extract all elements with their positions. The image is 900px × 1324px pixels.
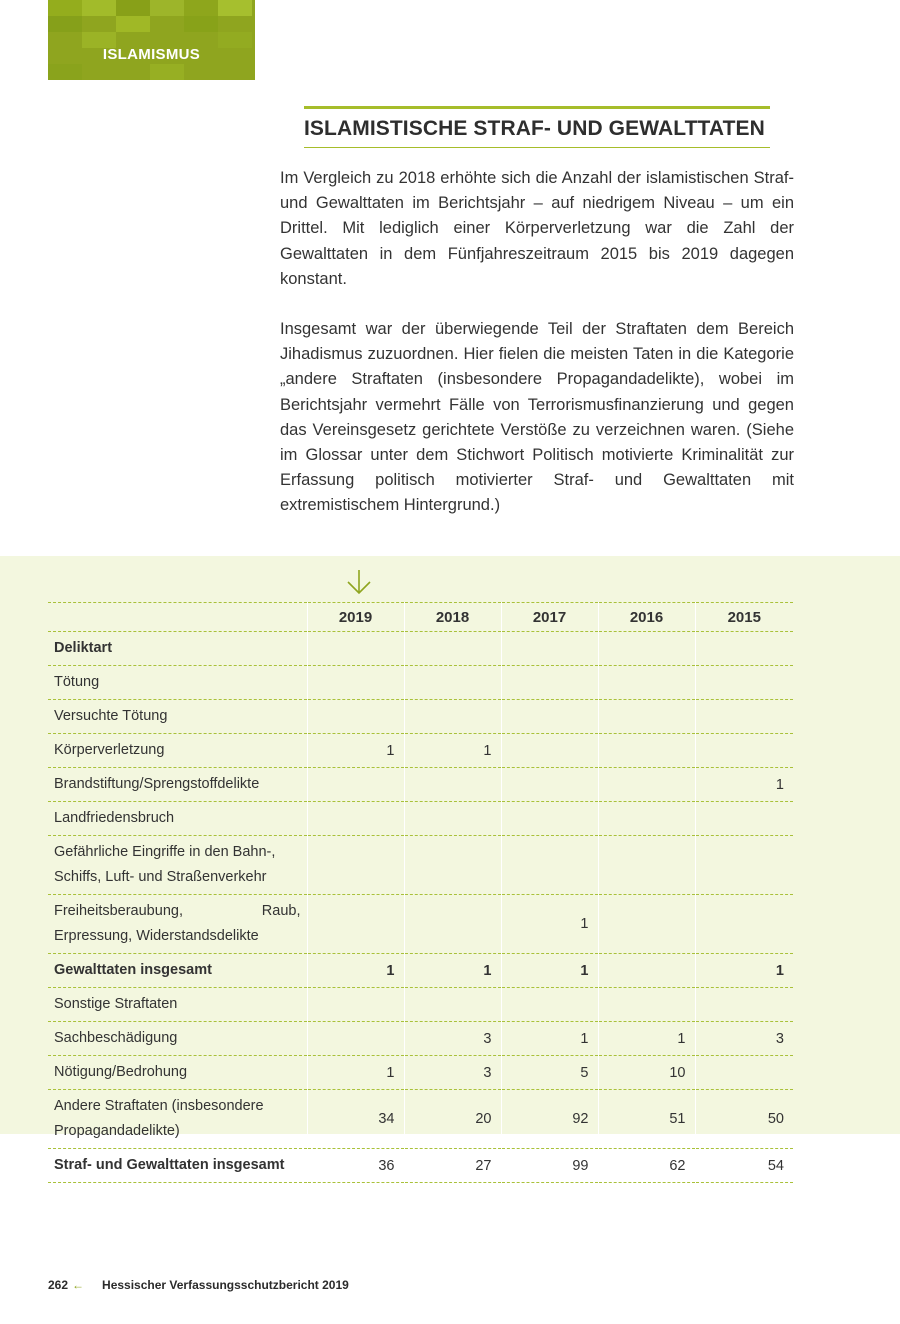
cell-value bbox=[695, 734, 793, 768]
section-heading bbox=[304, 106, 770, 148]
cell-value bbox=[695, 666, 793, 700]
page-number: 262 bbox=[48, 1278, 69, 1292]
page-footer bbox=[48, 1278, 349, 1292]
cell-value bbox=[501, 768, 598, 802]
cell-value bbox=[307, 988, 404, 1022]
table-row bbox=[48, 802, 793, 836]
tab-tile bbox=[184, 16, 218, 32]
cell-value bbox=[695, 802, 793, 836]
row-label: Versuchte Tötung bbox=[48, 700, 307, 734]
paragraph: Im Vergleich zu 2018 erhöhte sich die Anzahl der islamistischen Straf- und Gewalttaten im Berichtsjahr – auf niedrigem Niveau – um ein Drittel. Mit lediglich einer Körperverletzung war die Zahl der Gewalttaten in dem Fünfjahreszeitraum 2015 bis 2019 dagegen konstant. bbox=[280, 169, 794, 288]
year-header: 2015 bbox=[695, 603, 793, 632]
cell-value: 5 bbox=[501, 1056, 598, 1090]
cell-value bbox=[695, 1056, 793, 1090]
cell-value bbox=[307, 768, 404, 802]
cell-value bbox=[598, 802, 695, 836]
cell-value bbox=[501, 836, 598, 895]
cell-value bbox=[404, 836, 501, 895]
table-row bbox=[48, 666, 793, 700]
cell-value: 62 bbox=[598, 1149, 695, 1183]
cell-value bbox=[695, 700, 793, 734]
cell-value: 1 bbox=[501, 895, 598, 954]
cell-value: 50 bbox=[695, 1090, 793, 1149]
tab-tile bbox=[150, 64, 184, 80]
cell-value bbox=[404, 768, 501, 802]
cell-value: 27 bbox=[404, 1149, 501, 1183]
cell-value: 20 bbox=[404, 1090, 501, 1149]
cell-value bbox=[598, 666, 695, 700]
cell-value: 1 bbox=[307, 1056, 404, 1090]
cell-value bbox=[598, 836, 695, 895]
cell-value: 99 bbox=[501, 1149, 598, 1183]
cell-value bbox=[695, 836, 793, 895]
arrow-left-icon: ← bbox=[72, 1278, 85, 1292]
tab-tile bbox=[48, 64, 82, 80]
table-row bbox=[48, 954, 793, 988]
cell-value bbox=[598, 895, 695, 954]
table-row bbox=[48, 632, 793, 666]
cell-value bbox=[501, 666, 598, 700]
cell-value bbox=[307, 895, 404, 954]
table-row bbox=[48, 1090, 793, 1149]
cell-value bbox=[404, 802, 501, 836]
table-row bbox=[48, 1149, 793, 1183]
cell-value bbox=[598, 954, 695, 988]
page-title: ISLAMISTISCHE STRAF- UND GEWALTTATEN bbox=[304, 117, 765, 140]
table-row bbox=[48, 734, 793, 768]
tab-tile bbox=[150, 0, 184, 16]
cell-value: 1 bbox=[404, 734, 501, 768]
tab-tile bbox=[48, 16, 82, 32]
header-label-cell bbox=[48, 603, 307, 632]
tab-tile bbox=[48, 0, 82, 16]
table-header-row bbox=[48, 603, 793, 632]
cell-value bbox=[695, 895, 793, 954]
section-label: ISLAMISMUS bbox=[102, 46, 201, 63]
cell-value bbox=[501, 632, 598, 666]
cell-value: 1 bbox=[598, 1022, 695, 1056]
publication-title: Hessischer Verfassungsschutzbericht 2019 bbox=[102, 1278, 349, 1292]
article-body bbox=[280, 166, 794, 544]
row-label: Gefährliche Eingriffe in den Bahn-, Schiffs, Luft- und Straßenverkehr bbox=[48, 836, 307, 895]
title-rule bbox=[304, 147, 770, 148]
tab-tile bbox=[184, 0, 218, 16]
cell-value bbox=[307, 802, 404, 836]
table-row bbox=[48, 700, 793, 734]
tab-tile bbox=[218, 0, 252, 16]
table-row bbox=[48, 1056, 793, 1090]
cell-value bbox=[307, 836, 404, 895]
cell-value: 1 bbox=[501, 954, 598, 988]
cell-value bbox=[695, 988, 793, 1022]
table-row bbox=[48, 988, 793, 1022]
table-row bbox=[48, 768, 793, 802]
row-label: Gewalttaten insgesamt bbox=[48, 954, 307, 988]
cell-value bbox=[501, 734, 598, 768]
row-label: Deliktart bbox=[48, 632, 307, 666]
cell-value bbox=[501, 802, 598, 836]
cell-value bbox=[598, 632, 695, 666]
cell-value: 1 bbox=[404, 954, 501, 988]
row-label: Tötung bbox=[48, 666, 307, 700]
cell-value bbox=[404, 632, 501, 666]
paragraph: Insgesamt war der überwiegende Teil der Straftaten dem Bereich Jihadismus zuzuordnen. Hier fielen die meisten Taten in die Kategorie „andere Straftaten (insbesondere Propagandadelikte), wobei im Berichtsjahr vermehrt Fälle von Terrorismusfinanzierung und gegen das Vereinsgesetz gerichtete Verstöße zu verzeichnen waren. (Siehe im Glossar unter dem Stichwort Politisch motivierte Kriminalität zur Erfassung politisch motivierter Straf- und Gewalttaten mit extremistischem Hintergrund.) bbox=[280, 320, 794, 515]
year-header: 2017 bbox=[501, 603, 598, 632]
cell-value bbox=[404, 895, 501, 954]
tab-tile bbox=[82, 0, 116, 16]
cell-value bbox=[598, 988, 695, 1022]
cell-value bbox=[307, 632, 404, 666]
year-header: 2019 bbox=[307, 603, 404, 632]
cell-value: 1 bbox=[695, 768, 793, 802]
row-label: Landfriedensbruch bbox=[48, 802, 307, 836]
cell-value: 1 bbox=[307, 954, 404, 988]
cell-value: 1 bbox=[695, 954, 793, 988]
arrow-down-icon bbox=[344, 568, 374, 596]
cell-value: 34 bbox=[307, 1090, 404, 1149]
row-label: Brandstiftung/Sprengstoffdelikte bbox=[48, 768, 307, 802]
cell-value bbox=[307, 700, 404, 734]
cell-value: 1 bbox=[307, 734, 404, 768]
cell-value bbox=[307, 666, 404, 700]
cell-value: 10 bbox=[598, 1056, 695, 1090]
table-row bbox=[48, 895, 793, 954]
year-header: 2016 bbox=[598, 603, 695, 632]
cell-value bbox=[598, 734, 695, 768]
section-tab bbox=[48, 0, 255, 80]
row-label: Sachbeschädigung bbox=[48, 1022, 307, 1056]
year-header: 2018 bbox=[404, 603, 501, 632]
cell-value bbox=[598, 700, 695, 734]
row-label: Andere Straftaten (insbesondere Propagandadelikte) bbox=[48, 1090, 307, 1149]
cell-value: 51 bbox=[598, 1090, 695, 1149]
cell-value: 1 bbox=[501, 1022, 598, 1056]
row-label: Straf- und Gewalttaten insgesamt bbox=[48, 1149, 307, 1183]
table-row bbox=[48, 836, 793, 895]
cell-value bbox=[404, 988, 501, 1022]
statistics-table bbox=[48, 602, 793, 1183]
row-label: Nötigung/Bedrohung bbox=[48, 1056, 307, 1090]
cell-value bbox=[404, 700, 501, 734]
cell-value: 92 bbox=[501, 1090, 598, 1149]
cell-value: 3 bbox=[404, 1056, 501, 1090]
tab-tile bbox=[116, 16, 150, 32]
cell-value bbox=[404, 666, 501, 700]
cell-value bbox=[501, 988, 598, 1022]
cell-value bbox=[307, 1022, 404, 1056]
cell-value: 3 bbox=[695, 1022, 793, 1056]
table-row bbox=[48, 1022, 793, 1056]
cell-value: 36 bbox=[307, 1149, 404, 1183]
cell-value: 54 bbox=[695, 1149, 793, 1183]
cell-value bbox=[501, 700, 598, 734]
cell-value bbox=[598, 768, 695, 802]
tab-tile bbox=[116, 0, 150, 16]
cell-value: 3 bbox=[404, 1022, 501, 1056]
cell-value bbox=[695, 632, 793, 666]
row-label: Freiheitsberaubung, Raub, Erpressung, Widerstandsdelikte bbox=[48, 895, 307, 954]
row-label: Sonstige Straftaten bbox=[48, 988, 307, 1022]
row-label: Körperverletzung bbox=[48, 734, 307, 768]
